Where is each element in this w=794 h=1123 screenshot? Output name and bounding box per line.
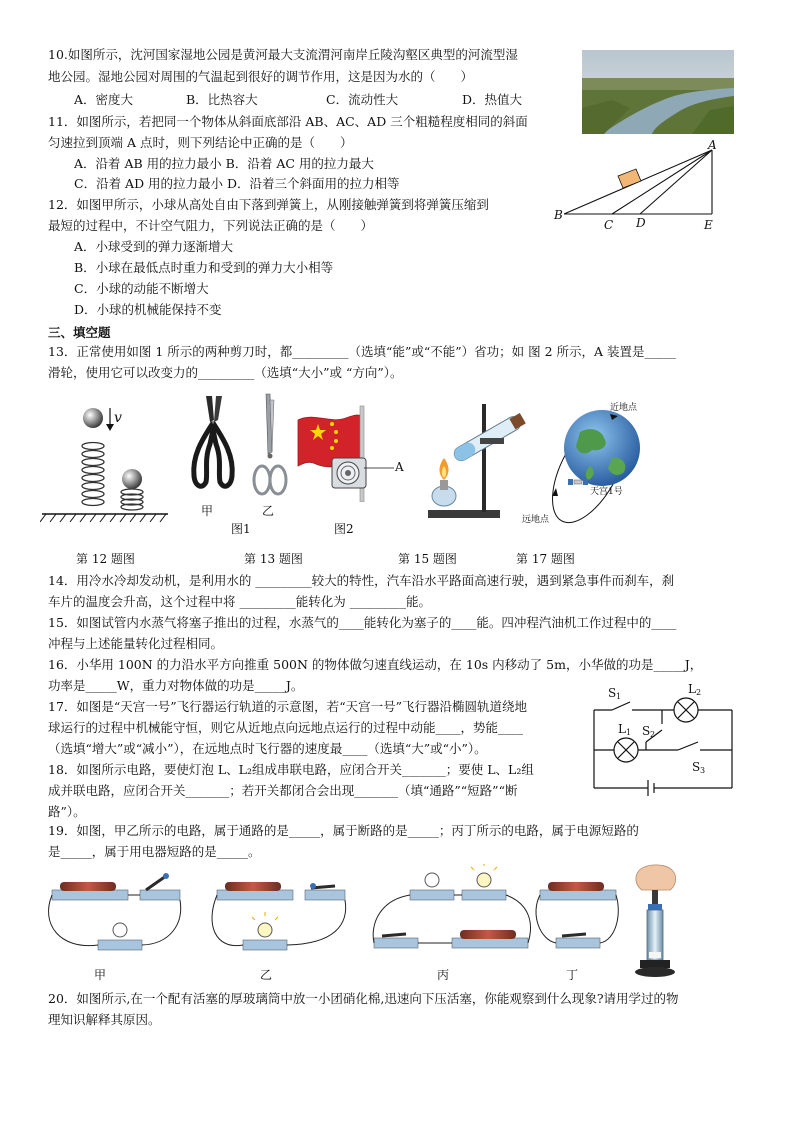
q15-line2: 冲程与上述能量转化过程相同。 <box>48 636 224 651</box>
caption-q12: 第 12 题图 <box>76 552 135 566</box>
q10-line2: 地公园。湿地公园对周围的气温起到很好的调节作用，这是因为水的（ ） <box>48 69 474 84</box>
spring-ball-figure <box>40 398 170 526</box>
caption-q13: 第 13 题图 <box>244 552 303 566</box>
incline-label-e: E <box>704 218 713 232</box>
circuit-label-l: L <box>688 682 696 696</box>
q19-line1: 19．如图，甲乙所示的电路，属于通路的是_____，属于断路的是_____；丙丁所示的电路，属于电源短路的 <box>48 823 639 838</box>
circuit-label-s3: S <box>692 760 701 774</box>
q11-line2: 匀速拉到顶端 A 点时，则下列结论中正确的是（ ） <box>48 135 353 150</box>
fig13-label-yi: 乙 <box>262 504 275 518</box>
velocity-label: v <box>114 410 122 426</box>
q12-line1: 12．如图甲所示，小球从高处自由下落到弹簧上，从刚接触弹簧到将弹簧压缩到 <box>48 197 489 212</box>
q19-line2: 是_____，属于用电器短路的是_____。 <box>48 844 261 859</box>
q12-option-d: D．小球的机械能保持不变 <box>74 302 222 317</box>
circuit-label-2: 2 <box>696 688 702 697</box>
orbit-label-apogee: 远地点 <box>522 515 550 525</box>
caption-q15: 第 15 题图 <box>398 552 457 566</box>
q14-line1: 14．用冷水冷却发动机，是利用水的 _________较大的特性，汽车沿水平路面高速行驶，遇到紧急事件而刹车，刹 <box>48 573 675 588</box>
orbit-label-tiangong: 天宫1号 <box>590 487 623 497</box>
circuit-label-s2-sub: 2 <box>650 730 656 739</box>
q16-line1: 16．小华用 100N 的力沿水平方向推重 500N 的物体做匀速直线运动，在 10s 内移动了 5m，小华做的功是_____J， <box>48 657 703 672</box>
caption-q17: 第 17 题图 <box>516 552 575 566</box>
q11-line1: 11．如图所示，若把同一个物体从斜面底部沿 AB、AC、AD 三个粗糙程度相同的斜面 <box>48 114 528 129</box>
section-fill-in-title: 三、填空题 <box>48 325 111 340</box>
q17-line3: （选填“增大”或“减小”），在远地点时飞行器的速度最____（选填“大”或“小”）。 <box>48 741 487 756</box>
q11-options-line1: A．沿着 AB 用的拉力最小 B．沿着 AC 用的拉力最大 <box>74 156 374 171</box>
orbit-label-perigee: 近地点 <box>610 403 638 413</box>
fig13-label-fig2: 图2 <box>334 522 354 536</box>
incline-label-d: D <box>636 216 646 230</box>
circuit-label-s2: S <box>642 724 651 738</box>
q10-option-b: B．比热容大 <box>186 92 258 107</box>
q18-line3: 路”）。 <box>48 804 86 819</box>
q12-option-a: A．小球受到的弹力逐渐增大 <box>74 239 234 254</box>
q10-line1: 10.如图所示，沈河国家湿地公园是黄河最大支流渭河南岸丘陵沟壑区典型的河流型湿 <box>48 47 518 62</box>
incline-label-c: C <box>604 218 614 232</box>
q17-line1: 17．如图是“天宫一号”飞行器运行轨道的示意图，若“天宫一号”飞行器沿椭圆轨道绕地 <box>48 699 527 714</box>
q12-option-b: B．小球在最低点时重力和受到的弹力大小相等 <box>74 260 334 275</box>
q19-label-ding: 丁 <box>566 968 579 982</box>
q11-options-line2: C．沿着 AD 用的拉力最小 D．沿着三个斜面用的拉力相等 <box>74 176 400 191</box>
q10-option-d: D．热值大 <box>462 92 523 107</box>
fig13-label-fig1: 图1 <box>231 522 251 536</box>
circuit-label-1: 1 <box>616 692 622 701</box>
scissors-figure <box>182 392 292 502</box>
q15-line1: 15．如图试管内水蒸气将塞子推出的过程，水蒸气的____能转化为塞子的____能。四冲程汽油机工作过程中的____ <box>48 615 677 630</box>
q14-line2: 车片的温度会升高，这个过程中将 _________能转化为 _________能。 <box>48 594 431 609</box>
circuit-label-l1-sub: 1 <box>626 728 632 737</box>
test-tube-figure <box>420 398 530 522</box>
circuit-label-s: S <box>608 686 617 700</box>
q12-line2: 最短的过程中，不计空气阻力，下列说法正确的是（ ） <box>48 218 374 233</box>
fig13-label-jia: 甲 <box>201 504 214 518</box>
incline-label-a: A <box>708 138 717 152</box>
q13-line1: 13．正常使用如图 1 所示的两种剪刀时，都_________（选填“能”或“不能”）省功；如 图 2 所示，A 装置是_____ <box>48 344 676 359</box>
orbit-figure <box>522 396 660 528</box>
q10-option-a: A．密度大 <box>74 92 134 107</box>
q19-circuits-row <box>40 864 760 984</box>
circuit-label-s3-sub: 3 <box>700 766 706 775</box>
q10-option-c: C．流动性大 <box>326 92 399 107</box>
q13-line2: 滑轮，使用它可以改变力的_________（选填“大小”或 “方向”）。 <box>48 365 403 380</box>
flag-pulley-label-a: A <box>395 460 404 474</box>
q18-line1: 18．如图所示电路，要使灯泡 L、L₂组成串联电路，应闭合开关_______；要使 L、L₂组 <box>48 762 534 777</box>
circuit-label-l1: L <box>618 722 626 736</box>
q19-label-bing: 丙 <box>437 968 450 982</box>
q17-line2: 球运行的过程中机械能守恒，则它从近地点向远地点运行的过程中动能____，势能____ <box>48 720 524 735</box>
q16-line2: 功率是_____W，重力对物体做的功是_____J。 <box>48 678 304 693</box>
q18-circuit-diagram <box>586 684 742 804</box>
q12-option-c: C．小球的动能不断增大 <box>74 281 209 296</box>
flag-pulley-figure <box>294 402 414 502</box>
q18-line2: 成并联电路，应闭合开关_______；若开关都闭合会出现_______（填“通路”“短路”“断 <box>48 783 518 798</box>
q19-label-jia: 甲 <box>94 968 107 982</box>
wetland-photo <box>582 50 734 134</box>
incline-diagram <box>552 138 732 234</box>
incline-label-b: B <box>554 208 563 222</box>
q20-line1: 20．如图所示,在一个配有活塞的厚玻璃筒中放一小团硝化棉,迅速向下压活塞，你能观察到什么现象?请用学过的物 <box>48 991 679 1006</box>
q20-line2: 理知识解释其原因。 <box>48 1012 161 1027</box>
q19-label-yi: 乙 <box>260 968 273 982</box>
